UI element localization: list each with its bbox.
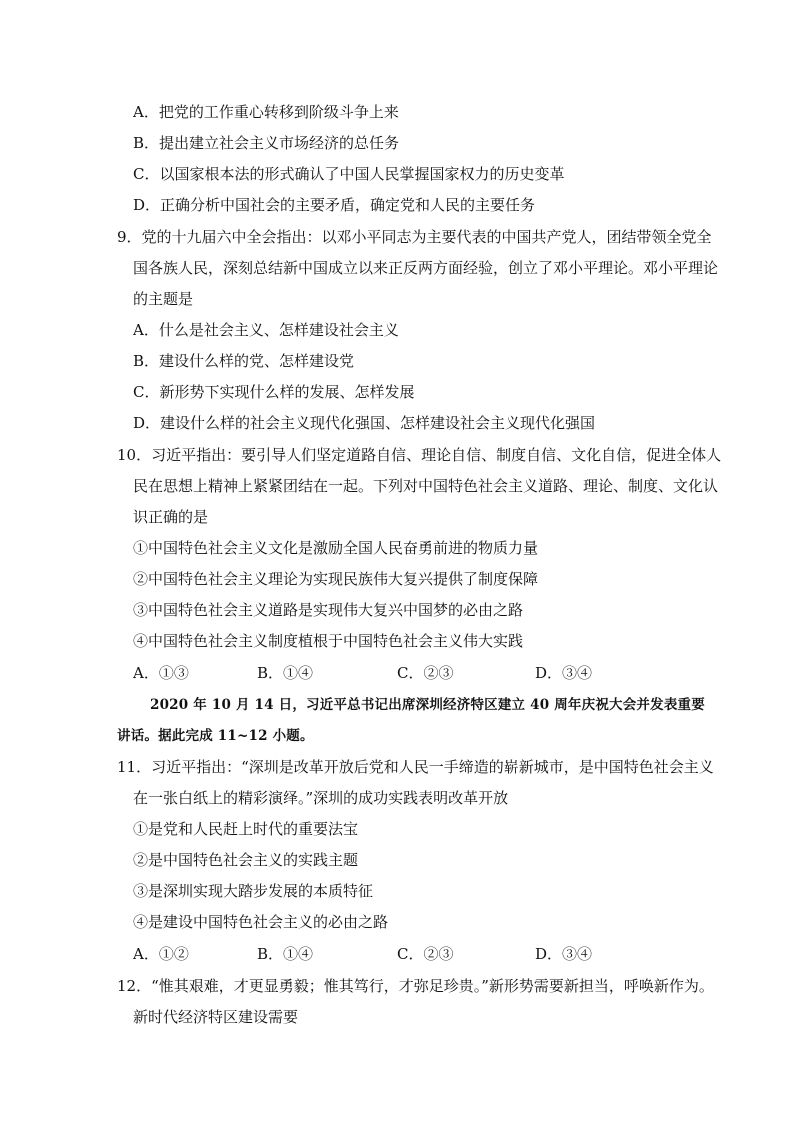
stem-line-2: 讲话。据此完成 11~12 小题。 — [117, 728, 314, 744]
q10-choice-d: D．③④ — [535, 664, 593, 682]
q11-statement-3: ③是深圳实现大踏步发展的本质特征 — [133, 882, 374, 900]
q9-option-a: A．什么是社会主义、怎样建设社会主义 — [133, 321, 399, 339]
q12-question-line-1: 12．“惟其艰难，才更显勇毅；惟其笃行，才弥足珍贵。”新形势需要新担当，呼唤新作为。 — [117, 977, 714, 995]
q10-choice-c: C．②③ — [397, 664, 454, 682]
q10-statement-4: ④中国特色社会主义制度植根于中国特色社会主义伟大实践 — [133, 632, 524, 650]
q10-question-line-1: 10．习近平指出：要引导人们坚定道路自信、理论自信、制度自信、文化自信，促进全体人 — [117, 446, 722, 464]
q11-question-line-2: 在一张白纸上的精彩演绎。”深圳的成功实践表明改革开放 — [133, 789, 509, 807]
q10-statement-2: ②中国特色社会主义理论为实现民族伟大复兴提供了制度保障 — [133, 570, 539, 588]
q10-choice-a: A．①③ — [133, 664, 189, 682]
q11-statement-4: ④是建设中国特色社会主义的必由之路 — [133, 913, 389, 931]
q12-question-line-2: 新时代经济特区建设需要 — [133, 1008, 299, 1026]
q9-option-d: D．建设什么样的社会主义现代化强国、怎样建设社会主义现代化强国 — [133, 414, 596, 432]
q10-question-line-2: 民在思想上精神上紧紧团结在一起。下列对中国特色社会主义道路、理论、制度、文化认 — [133, 477, 719, 495]
q9-question-line-1: 9．党的十九届六中全会指出：以邓小平同志为主要代表的中国共产党人，团结带领全党全 — [117, 228, 712, 246]
q11-choice-c: C．②③ — [397, 945, 454, 963]
q10-question-line-3: 识正确的是 — [133, 508, 209, 526]
q8-option-b: B．提出建立社会主义市场经济的总任务 — [133, 134, 400, 152]
q9-option-b: B．建设什么样的党、怎样建设党 — [133, 352, 355, 370]
q9-question-line-3: 的主题是 — [133, 290, 194, 308]
q11-choice-a: A．①② — [133, 945, 189, 963]
q11-choice-d: D．③④ — [535, 945, 593, 963]
q11-choice-b: B．①④ — [257, 945, 314, 963]
q10-statement-1: ①中国特色社会主义文化是激励全国人民奋勇前进的物质力量 — [133, 539, 539, 557]
q11-statement-2: ②是中国特色社会主义的实践主题 — [133, 851, 359, 869]
q11-question-line-1: 11．习近平指出：“深圳是改革开放后党和人民一手缔造的崭新城市，是中国特色社会主义 — [117, 758, 714, 776]
stem-line-1: 2020 年 10 月 14 日，习近平总书记出席深圳经济特区建立 40 周年庆祝大会并发表重要 — [150, 697, 705, 713]
q9-question-line-2: 国各族人民，深刻总结新中国成立以来正反两方面经验，创立了邓小平理论。邓小平理论 — [133, 259, 719, 277]
q11-choices — [133, 944, 653, 964]
q10-choices — [133, 663, 653, 683]
q10-statement-3: ③中国特色社会主义道路是实现伟大复兴中国梦的必由之路 — [133, 601, 524, 619]
q11-statement-1: ①是党和人民赶上时代的重要法宝 — [133, 820, 359, 838]
q8-option-c: C．以国家根本法的形式确认了中国人民掌握国家权力的历史变革 — [133, 165, 565, 183]
q8-option-d: D．正确分析中国社会的主要矛盾，确定党和人民的主要任务 — [133, 196, 536, 214]
q9-option-c: C．新形势下实现什么样的发展、怎样发展 — [133, 383, 415, 401]
q10-choice-b: B．①④ — [257, 664, 314, 682]
q8-option-a: A．把党的工作重心转移到阶级斗争上来 — [133, 103, 399, 121]
